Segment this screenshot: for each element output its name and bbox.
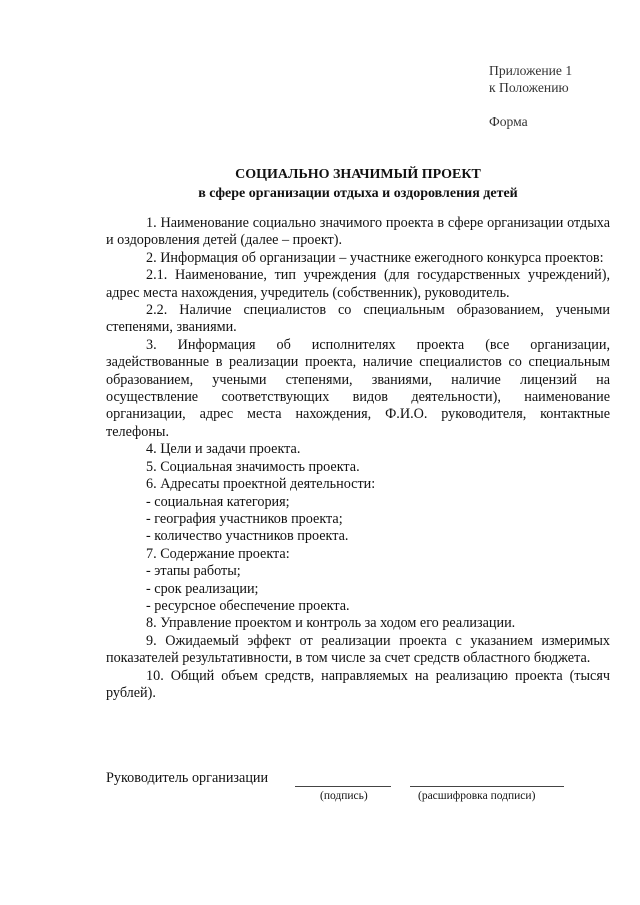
list-item: - ресурсное обеспечение проекта.	[146, 597, 350, 614]
list-item: - социальная категория;	[146, 493, 290, 510]
annex-regulation-ref: к Положению	[489, 80, 569, 95]
paragraph: 8. Управление проектом и контроль за ходом его реализации.	[146, 615, 516, 632]
list-item: - география участников проекта;	[146, 510, 343, 527]
list-item: - этапы работы;	[146, 563, 241, 580]
title-main: СОЦИАЛЬНО ЗНАЧИМЫЙ ПРОЕКТ	[235, 167, 481, 182]
paragraph: 7. Содержание проекта:	[146, 545, 290, 562]
paragraph: 3. Информация об исполнителях проекта (все организации, задействованные в реализации проекта, наличие специалистов со специальным образованием, учеными степенями, званиями, наличие лицензий на осуществление соответствующих видов деятельности), наименование организации, адрес места нахождения, Ф.И.О. руководителя, контактные телефоны.	[106, 336, 610, 440]
paragraph: 9. Ожидаемый эффект от реализации проекта с указанием измеримых показателей результативности, в том числе за счет средств областного бюджета.	[106, 632, 610, 667]
signature-block	[106, 770, 610, 810]
paragraph: 2. Информация об организации – участнике ежегодного конкурса проектов:	[146, 249, 604, 266]
annex-number: Приложение 1	[489, 63, 573, 78]
document-body	[106, 215, 610, 702]
signature-caption: (подпись)	[320, 790, 368, 802]
signature-label: Руководитель организации	[106, 770, 269, 786]
form-label: Форма	[489, 114, 528, 129]
paragraph: 2.1. Наименование, тип учреждения (для государственных учреждений), адрес места нахождения, учредитель (собственник), руководитель.	[106, 267, 610, 301]
annex-reference	[489, 62, 572, 96]
document-title	[105, 165, 611, 203]
paragraph: 6. Адресаты проектной деятельности:	[146, 476, 376, 493]
paragraph: 2.2. Наличие специалистов со специальным образованием, учеными степенями, званиями.	[106, 302, 610, 336]
paragraph: 4. Цели и задачи проекта.	[146, 441, 301, 458]
signature-decoding-caption: (расшифровка подписи)	[418, 790, 536, 802]
signature-decoding-line	[410, 786, 564, 787]
paragraph: 5. Социальная значимость проекта.	[146, 458, 360, 475]
title-subtitle: в сфере организации отдыха и оздоровления детей	[198, 186, 518, 201]
signature-line	[295, 786, 391, 787]
paragraph: 1. Наименование социально значимого проекта в сфере организации отдыха и оздоровления детей (далее – проект).	[106, 215, 610, 249]
list-item: - срок реализации;	[146, 580, 259, 597]
list-item: - количество участников проекта.	[146, 528, 349, 545]
paragraph: 10. Общий объем средств, направляемых на реализацию проекта (тысяч рублей).	[106, 667, 610, 701]
